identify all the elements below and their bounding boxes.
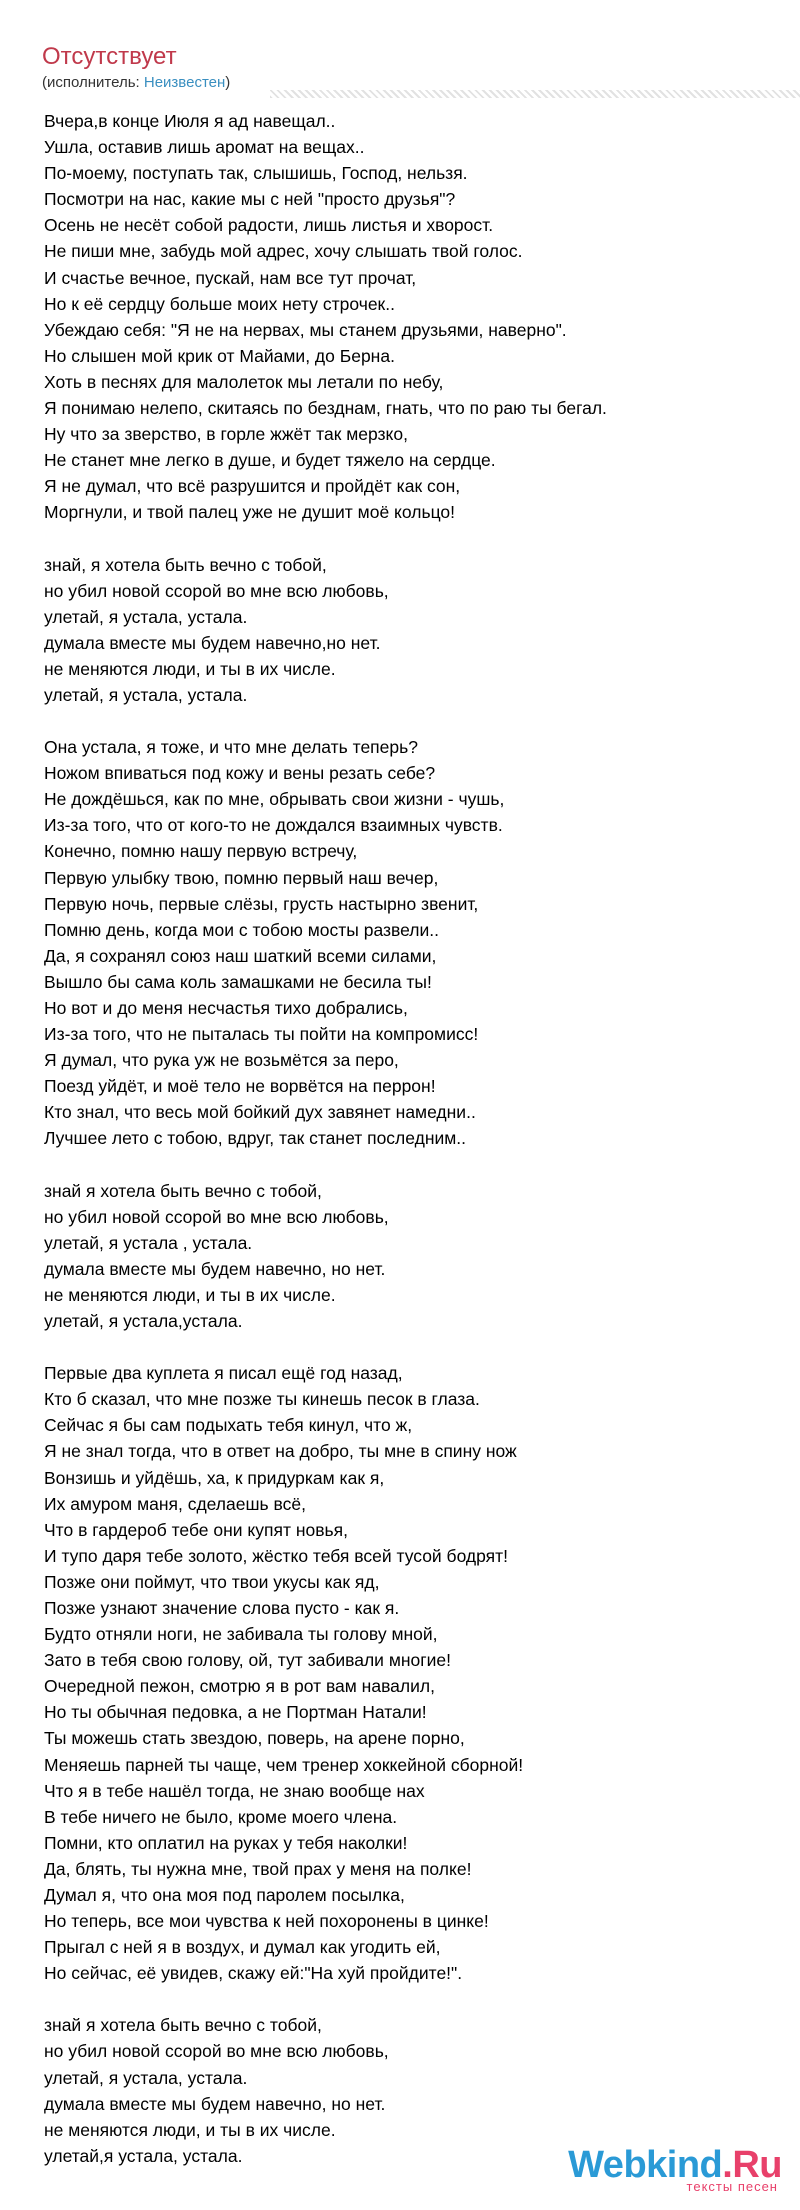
header-divider: [270, 90, 800, 98]
lyric-line: Позже они поймут, что твои укусы как яд,: [44, 1571, 380, 1592]
lyric-line: Их амуром маня, сделаешь всё,: [44, 1493, 306, 1514]
lyric-line: Будто отняли ноги, не забивала ты голову мной,: [44, 1624, 438, 1645]
logo-kind: kind: [646, 2144, 723, 2186]
lyric-line: Да, блять, ты нужна мне, твой прах у меня на полке!: [44, 1858, 472, 1879]
lyric-line: Ушла, оставив лишь аромат на вещах..: [44, 137, 365, 158]
lyric-line: Посмотри на нас, какие мы с ней "просто друзья"?: [44, 189, 456, 210]
lyric-line: Помню день, когда мои с тобою мосты развели..: [44, 919, 439, 940]
lyric-line: Но слышен мой крик от Майами, до Берна.: [44, 345, 395, 366]
lyrics-stanza: [44, 1178, 784, 1335]
lyric-line: По-моему, поступать так, слышишь, Господ, нельзя.: [44, 163, 468, 184]
lyric-line: Ну что за зверство, в горле жжёт так мерзко,: [44, 424, 409, 445]
lyrics-stanza: [44, 108, 784, 526]
lyric-line: думала вместе мы будем навечно,но нет.: [44, 632, 381, 653]
lyric-line: Кто знал, что весь мой бойкий дух завянет намедни..: [44, 1102, 476, 1123]
lyric-line: Сейчас я бы сам подыхать тебя кинул, что ж,: [44, 1415, 413, 1436]
lyric-line: Первую ночь, первые слёзы, грусть настырно звенит,: [44, 893, 479, 914]
lyric-line: улетай, я устала, устала.: [44, 2067, 248, 2088]
lyric-line: Первые два куплета я писал ещё год назад,: [44, 1363, 403, 1384]
lyric-line: не меняются люди, и ты в их числе.: [44, 658, 336, 679]
lyric-line: И тупо даря тебе золото, жёстко тебя всей тусой бодрят!: [44, 1545, 509, 1566]
lyric-line: знай, я хотела быть вечно с тобой,: [44, 554, 327, 575]
lyric-line: но убил новой ссорой во мне всю любовь,: [44, 1206, 389, 1227]
lyric-line: Хоть в песнях для малолеток мы летали по небу,: [44, 371, 444, 392]
lyric-line: знай я хотела быть вечно с тобой,: [44, 2015, 322, 2036]
lyric-line: Я думал, что рука уж не возьмётся за перо,: [44, 1050, 399, 1071]
lyric-line: Я не думал, что всё разрушится и пройдёт как сон,: [44, 476, 461, 497]
lyric-line: думала вместе мы будем навечно, но нет.: [44, 1258, 386, 1279]
lyric-line: не меняются люди, и ты в их числе.: [44, 1284, 336, 1305]
logo-web: Web: [568, 2144, 647, 2186]
artist-link[interactable]: Неизвестен: [143, 74, 226, 91]
lyric-line: И счастье вечное, пускай, нам все тут прочат,: [44, 267, 417, 288]
lyric-line: Думал я, что она моя под паролем посылка,: [44, 1885, 405, 1905]
lyric-line: улетай, я устала, устала.: [44, 684, 248, 705]
lyric-line: улетай, я устала , устала.: [44, 1232, 253, 1253]
lyric-line: Вышло бы сама коль замашками не бесила ты!: [44, 971, 432, 992]
lyric-line: Ты можешь стать звездою, поверь, на арене порно,: [44, 1728, 465, 1749]
lyric-line: но убил новой ссорой во мне всю любовь,: [44, 2041, 389, 2062]
lyric-line: Но ты обычная педовка, а не Портман Натали!: [44, 1702, 427, 1723]
lyrics-stanza: [44, 734, 784, 1152]
lyric-line: Лучшее лето с тобою, вдруг, так станет последним..: [44, 1128, 467, 1149]
lyric-line: Что в гардероб тебе они купят новья,: [44, 1519, 348, 1540]
lyric-line: Но к её сердцу больше моих нету строчек..: [44, 293, 395, 314]
lyric-line: Что я в тебе нашёл тогда, не знаю вообще нах: [44, 1780, 425, 1801]
logo-tagline: тексты песен: [686, 2179, 778, 2194]
lyric-line: Не дождёшься, как по мне, обрывать свои жизни - чушь,: [44, 789, 505, 810]
lyric-line: Я не знал тогда, что в ответ на добро, ты мне в спину нож: [44, 1441, 517, 1462]
lyric-line: Я понимаю нелепо, скитаясь по безднам, гнать, что по раю ты бегал.: [44, 398, 607, 419]
lyric-line: Но сейчас, её увидев, скажу ей:"На хуй пройдите!".: [44, 1963, 463, 1984]
lyric-line: Кто б сказал, что мне позже ты кинешь песок в глаза.: [44, 1389, 480, 1410]
lyric-line: думала вместе мы будем навечно, но нет.: [44, 2093, 386, 2114]
lyric-line: Поезд уйдёт, и моё тело не ворвётся на перрон!: [44, 1076, 436, 1097]
song-title: Отсутствует: [42, 43, 177, 70]
lyric-line: Помни, кто оплатил на руках у тебя наколки!: [44, 1832, 408, 1853]
lyric-line: улетай, я устала,устала.: [44, 1311, 243, 1332]
lyric-line: Очередной пежон, смотрю я в рот вам навалил,: [44, 1676, 435, 1697]
lyric-line: Меняешь парней ты чаще, чем тренер хоккейной сборной!: [44, 1754, 524, 1775]
lyric-line: Да, я сохранял союз наш шаткий всеми силами,: [44, 945, 437, 966]
lyric-line: Не пиши мне, забудь мой адрес, хочу слышать твой голос.: [44, 241, 523, 262]
lyric-line: Первую улыбку твою, помню первый наш вечер,: [44, 867, 439, 888]
lyric-line: улетай,я устала, устала.: [44, 2145, 243, 2166]
lyric-line: Из-за того, что от кого-то не дождался взаимных чувств.: [44, 815, 503, 836]
lyric-line: но убил новой ссорой во мне всю любовь,: [44, 580, 389, 601]
lyric-line: Из-за того, что не пыталась ты пойти на компромисс!: [44, 1024, 479, 1045]
lyric-line: Конечно, помню нашу первую встречу,: [44, 841, 358, 862]
lyric-line: Моргнули, и твой палец уже не душит моё кольцо!: [44, 502, 455, 523]
lyric-line: Вонзишь и уйдёшь, ха, к придуркам как я,: [44, 1467, 385, 1488]
lyric-line: Зато в тебя свою голову, ой, тут забивали многие!: [44, 1650, 452, 1671]
lyric-line: Осень не несёт собой радости, лишь листья и хворост.: [44, 215, 494, 236]
lyric-line: Она устала, я тоже, и что мне делать теперь?: [44, 737, 418, 758]
lyric-line: улетай, я устала, устала.: [44, 606, 248, 627]
lyric-line: Ножом впиваться под кожу и вены резать себе?: [44, 763, 436, 784]
song-header: [42, 42, 800, 93]
lyric-line: не меняются люди, и ты в их числе.: [44, 2119, 336, 2140]
webkind-logo[interactable]: [542, 2145, 782, 2194]
lyrics-stanza: [44, 552, 784, 709]
lyric-line: Не станет мне легко в душе, и будет тяжело на сердце.: [44, 450, 496, 471]
lyrics-body: [44, 108, 784, 2195]
lyrics-stanza: [44, 1360, 784, 1986]
lyric-line: знай я хотела быть вечно с тобой,: [44, 1180, 322, 1201]
logo-ru: .Ru: [722, 2144, 782, 2186]
lyric-line: Позже узнают значение слова пусто - как я.: [44, 1597, 400, 1618]
lyric-line: В тебе ничего не было, кроме моего члена.: [44, 1806, 398, 1827]
artist-suffix: ): [225, 74, 231, 91]
lyric-line: Вчера,в конце Июля я ад навещал..: [44, 111, 336, 131]
lyric-line: Но вот и до меня несчастья тихо добрались,: [44, 998, 408, 1018]
lyric-line: Прыгал с ней я в воздух, и думал как угодить ей,: [44, 1937, 441, 1958]
lyric-line: Убеждаю себя: "Я не на нервах, мы станем друзьями, наверно".: [44, 319, 567, 340]
artist-prefix: (исполнитель:: [42, 74, 144, 91]
lyric-line: Но теперь, все мои чувства к ней похоронены в цинке!: [44, 1911, 489, 1932]
